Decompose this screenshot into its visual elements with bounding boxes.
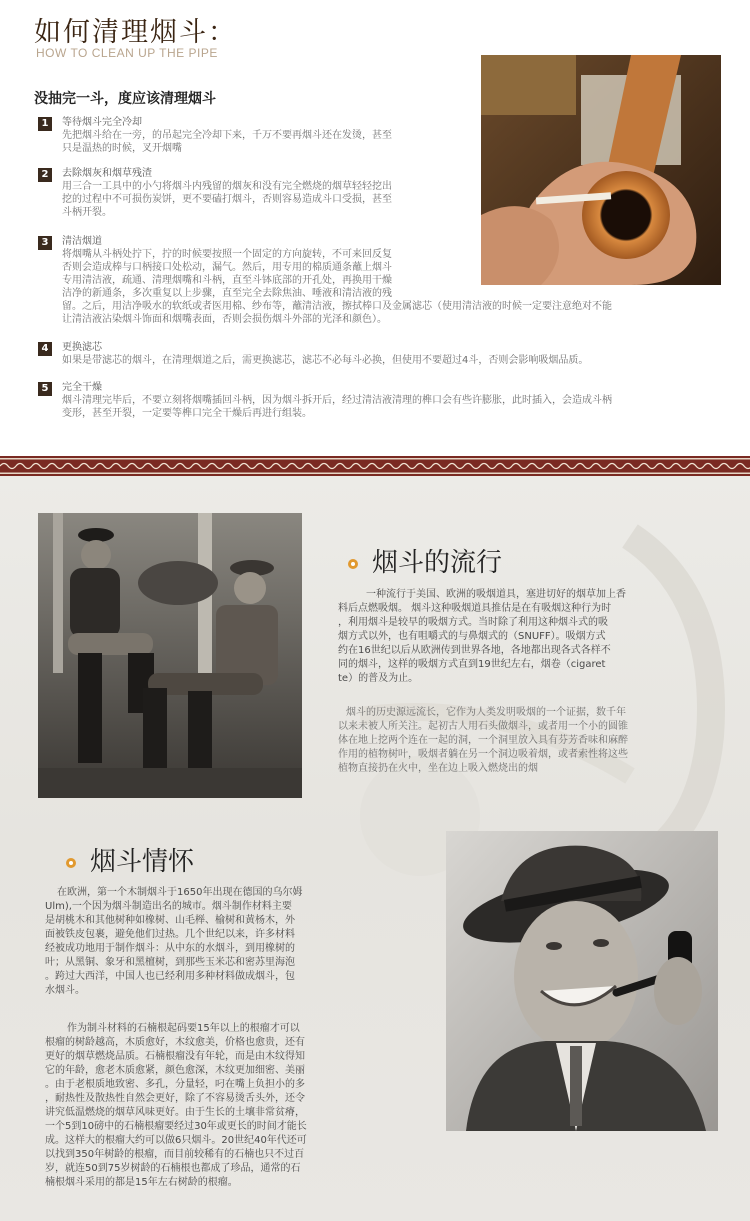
step-number-badge: 5 <box>38 382 52 396</box>
lead-heading: 没抽完一斗，度应该清理烟斗 <box>34 91 216 107</box>
step-title: 清洁烟道 <box>62 236 102 247</box>
feelings-paragraph-1: 在欧洲，第一个木制烟斗于1650年出现在德国的乌尔姆 Ulm),一个因为烟斗制造出名的城市。烟斗制作材料主要 是胡桃木和其他树种如橡树、山毛榉、榆树和黄杨木，外 面被铁皮包裹，避免他们过热。几个世纪以来，许多材料 经被成功地用于制作烟斗：从中东的水烟斗，到用橡树的 叶；从黑铜、象牙和黑檀树，到那些玉米芯和密苏里海泡 。跨过大西洋，中国人也已经利用多种材料做成烟斗，包 水烟斗。 <box>45 887 303 996</box>
step-title: 等待烟斗完全冷却 <box>62 117 142 128</box>
step-2 <box>38 167 728 222</box>
vintage-men-photo <box>38 513 302 798</box>
page-subtitle: HOW TO CLEAN UP THE PIPE <box>36 46 218 60</box>
popularity-paragraph-2: 烟斗的历史源远流长，它作为人类发明吸烟的一个证据，数千年 以来未被人所关注。起初古人用石头做烟斗，或者用一个小的圆锥 体在地上挖两个连在一起的洞，一个洞里放入具有芬芳香味和麻醉 作用的植物树叶，吸烟者躺在另一个洞边吸着烟，或者索性将这些 植物直接扔在火中，坐在边上吸入燃烧出的烟 <box>338 707 628 774</box>
step-number-badge: 4 <box>38 342 52 356</box>
step-3 <box>38 235 728 330</box>
step-body: 如果是带滤芯的烟斗，在清理烟道之后，需更换滤芯，滤芯不必每斗必换，但使用不要超过4斗，否则会影响吸烟品质。 <box>62 355 589 366</box>
cleaning-guide-section <box>0 0 750 452</box>
step-body: 将烟嘴从斗柄处拧下，拧的时候要按照一个固定的方向旋转，不可来回反复 否则会造成棒与口柄接口处松动，漏气。然后，用专用的棉质通条蘸上烟斗 专用清洁液，疏通、清理烟嘴和斗柄，直至斗钵底部的开孔处，再换用干燥 洁净的新通条，多次重复以上步骤，直至完全去除焦油、唾液和清洁液的残 留。之后，用洁净吸水的软纸或者医用棉、纱布等，蘸清洁液，擦拭棒口及金属滤芯（使用清洁液的时候一定要注意绝对不能 让清洁液沾染烟斗饰面和烟嘴表面，否则会损伤烟斗外部的光泽和颜色）。 <box>62 249 612 325</box>
step-number-badge: 3 <box>38 236 52 250</box>
ornamental-divider <box>0 456 750 476</box>
step-body: 烟斗清理完毕后，不要立刻将烟嘴插回斗柄，因为烟斗拆开后，经过清洁液清理的榫口会有些许膨胀，此时插入，会造成斗柄 变形，甚至开裂，一定要等榫口完全干燥后再进行组装。 <box>62 395 612 419</box>
section-bullet-icon <box>348 559 358 569</box>
step-title: 完全干燥 <box>62 382 102 393</box>
feelings-title: 烟斗情怀 <box>90 847 195 877</box>
step-4 <box>38 341 728 371</box>
step-title: 更换滤芯 <box>62 342 102 353</box>
popularity-title: 烟斗的流行 <box>372 548 503 578</box>
step-number-badge: 2 <box>38 168 52 182</box>
section-bullet-icon <box>66 858 76 868</box>
step-1 <box>38 116 728 156</box>
step-body: 用三合一工具中的小勺将烟斗内残留的烟灰和没有完全燃烧的烟草轻轻挖出 挖的过程中不可损伤炭饼，更不要磕打烟斗，否则容易造成斗口受损，甚至 斗柄开裂。 <box>62 181 392 218</box>
page-title: 如何清理烟斗： <box>34 17 237 48</box>
popularity-paragraph-1: 一种流行于美国、欧洲的吸烟道具，塞进切好的烟草加上香 料后点燃吸烟。 烟斗这种吸烟道具推估是在有吸烟这种行为时 ，利用烟斗是较早的吸烟方式。当时除了利用这种烟斗式的吸 烟方式以外，也有咀嚼式的与鼻烟式的（SNUFF）。吸烟方式 约在16世纪以后从欧洲传到世界各地，各地都出现各式各样不 同的烟斗，这样的吸烟方式直到19世纪左右，烟卷（cigaret te）的普及为止。 <box>338 589 626 684</box>
feelings-paragraph-2: 作为制斗材料的石楠根起码要15年以上的根瘤才可以 根瘤的树龄越高，木质愈好，木纹愈美，价格也愈贵，还有 更好的烟草燃烧品质。石楠根瘤没有年轮，而是由木纹得知 它的年龄，愈老木质愈紧，颜色愈深，木纹更加细密、美丽 。由于老根质地致密、多孔，分量轻，叼在嘴上负担小的多 ，耐热性及散热性自然会更好，除了不容易烫舌头外，还令 讲究低温燃烧的烟草风味更好。由于生长的土壤非常贫瘠， 一个5到10磅中的石楠根瘤要经过30年或更长的时间才能长 成。这样大的根瘤大约可以做6只烟斗。20世纪40年代还可 以找到350年树龄的根瘤，而目前较稀有的石楠也只不过百 岁，就连50到75岁树龄的石楠根也都成了珍品，通常的石 楠根烟斗采用的都是15年左右树龄的根瘤。 <box>45 1023 307 1188</box>
history-section <box>0 476 750 1221</box>
step-body: 先把烟斗给在一旁，的吊起完全冷却下来，千万不要再烟斗还在发烫，甚至 只是温热的时候，叉开烟嘴 <box>62 130 392 154</box>
step-title: 去除烟灰和烟草残渣 <box>62 168 152 179</box>
step-5 <box>38 381 728 426</box>
smiling-man-pipe-photo <box>446 831 718 1131</box>
step-number-badge: 1 <box>38 117 52 131</box>
